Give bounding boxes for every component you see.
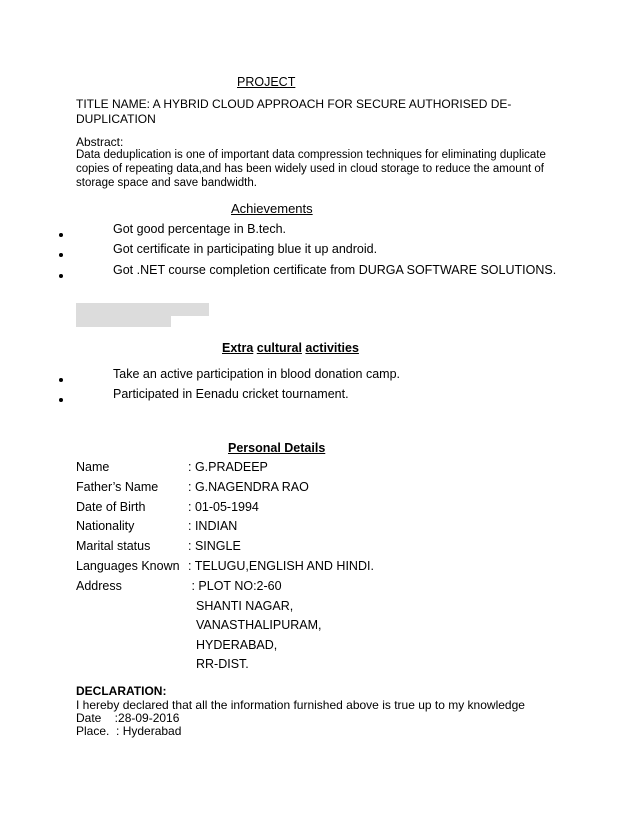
name-label: Name	[76, 460, 110, 474]
heading-word: cultural	[256, 341, 302, 355]
address-line: RR-DIST.	[196, 657, 249, 671]
project-heading: PROJECT	[237, 75, 296, 89]
bullet-icon	[59, 398, 63, 402]
name-value: : G.PRADEEP	[188, 460, 268, 474]
nationality-value: : INDIAN	[188, 519, 238, 533]
declaration-place: Place. : Hyderabad	[76, 724, 182, 738]
address-value: : PLOT NO:2-60	[188, 579, 282, 593]
bullet-icon	[59, 253, 63, 257]
nationality-label: Nationality	[76, 519, 135, 533]
address-label: Address	[76, 579, 122, 593]
personal-details-heading: Personal Details	[228, 441, 326, 455]
declaration-date: Date :28-09-2016	[76, 711, 180, 725]
achievement-item: Got .NET course completion certificate from DURGA SOFTWARE SOLUTIONS.	[113, 263, 557, 277]
marital-status-value: : SINGLE	[188, 539, 241, 553]
declaration-statement: I hereby declared that all the information furnished above is true up to my knowledge	[76, 698, 525, 712]
bullet-icon	[59, 378, 63, 382]
abstract-text: Data deduplication is one of important data compression techniques for eliminating duplicate copies of repeating data,and has been widely used in cloud storage to reduce the amount of storage space and save bandwidth.	[76, 149, 546, 189]
dob-value: : 01-05-1994	[188, 500, 259, 514]
project-title: TITLE NAME: A HYBRID CLOUD APPROACH FOR SECURE AUTHORISED DE-DUPLICATION	[76, 97, 512, 126]
activity-item: Participated in Eenadu cricket tournament.	[113, 387, 349, 401]
extra-cultural-heading	[222, 341, 359, 355]
bullet-icon	[59, 274, 63, 278]
achievements-heading: Achievements	[231, 201, 313, 216]
address-line: HYDERABAD,	[196, 638, 278, 652]
declaration-heading: DECLARATION:	[76, 684, 167, 698]
marital-status-label: Marital status	[76, 539, 151, 553]
languages-label: Languages Known	[76, 559, 180, 573]
bullet-icon	[59, 233, 63, 237]
father-name-label: Father’s Name	[76, 480, 159, 494]
redacted-block	[76, 303, 209, 316]
dob-label: Date of Birth	[76, 500, 146, 514]
heading-word: activities	[305, 341, 359, 355]
achievement-item: Got good percentage in B.tech.	[113, 222, 287, 236]
address-line: SHANTI NAGAR,	[196, 599, 294, 613]
activity-item: Take an active participation in blood donation camp.	[113, 367, 400, 381]
redacted-block	[76, 316, 171, 327]
achievement-item: Got certificate in participating blue it up android.	[113, 242, 378, 256]
address-line: VANASTHALIPURAM,	[196, 618, 322, 632]
abstract-label: Abstract:	[76, 135, 124, 149]
heading-word: Extra	[222, 341, 254, 355]
languages-value: : TELUGU,ENGLISH AND HINDI.	[188, 559, 374, 573]
father-name-value: : G.NAGENDRA RAO	[188, 480, 309, 494]
